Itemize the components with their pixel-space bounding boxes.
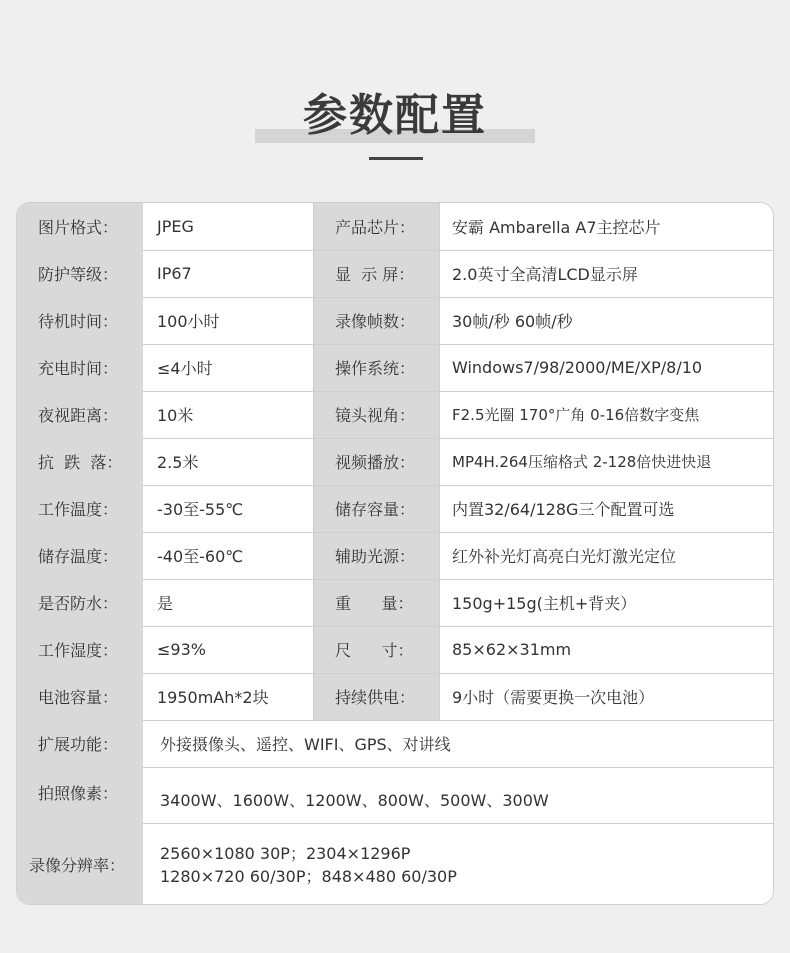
grid-line: [143, 532, 773, 533]
spec-row: [17, 673, 774, 720]
grid-line: [143, 344, 773, 345]
grid-line: [439, 203, 440, 720]
spec-label: 扩展功能：: [17, 720, 143, 767]
title-section: [0, 0, 790, 180]
spec-label: 显 示 屏：: [313, 250, 439, 297]
spec-row: [17, 532, 774, 579]
spec-value: 150g+15g(主机+背夹）: [439, 579, 774, 626]
spec-row: [17, 344, 774, 391]
spec-value: 2.0英寸全高清LCD显示屏: [439, 250, 774, 297]
spec-value: ≤93%: [143, 626, 313, 673]
spec-label: 录像帧数：: [313, 297, 439, 344]
spec-label: 持续供电：: [313, 673, 439, 720]
spec-label: 辅助光源：: [313, 532, 439, 579]
spec-value: -40至-60℃: [143, 532, 313, 579]
spec-table: [16, 202, 774, 905]
grid-line: [143, 823, 773, 824]
spec-value: 红外补光灯高亮白光灯激光定位: [439, 532, 774, 579]
spec-row-wide: [17, 823, 774, 905]
spec-value: [143, 823, 774, 905]
spec-value: 外接摄像头、遥控、WIFI、GPS、对讲线: [143, 720, 774, 767]
grid-line: [143, 250, 773, 251]
spec-label: 是否防水：: [17, 579, 143, 626]
title-underline: [369, 157, 423, 160]
grid-line: [143, 626, 773, 627]
spec-label: 电池容量：: [17, 673, 143, 720]
grid-line: [143, 391, 773, 392]
page-title: 参数配置: [303, 90, 487, 141]
spec-row: [17, 626, 774, 673]
spec-row-wide: [17, 767, 774, 823]
spec-label: 镜头视角：: [313, 391, 439, 438]
spec-value: 是: [143, 579, 313, 626]
spec-row: [17, 579, 774, 626]
spec-label: 储存温度：: [17, 532, 143, 579]
spec-label: 操作系统：: [313, 344, 439, 391]
spec-label: 工作湿度：: [17, 626, 143, 673]
spec-label: 视频播放：: [313, 438, 439, 485]
spec-row: [17, 203, 774, 250]
spec-value: ≤4小时: [143, 344, 313, 391]
spec-value: F2.5光圈 170°广角 0-16倍数字变焦: [439, 391, 774, 438]
spec-label: 拍照像素：: [17, 767, 143, 823]
spec-label: 抗 跌 落：: [17, 438, 143, 485]
spec-row-wide: [17, 720, 774, 767]
grid-line: [313, 203, 314, 720]
grid-line: [143, 485, 773, 486]
spec-value: MP4H.264压缩格式 2-128倍快进快退: [439, 438, 774, 485]
spec-label: 夜视距离：: [17, 391, 143, 438]
spec-value: -30至-55℃: [143, 485, 313, 532]
spec-label: 尺 寸：: [313, 626, 439, 673]
spec-value: 3400W、1600W、1200W、800W、500W、300W: [143, 767, 774, 823]
grid-line: [143, 720, 773, 721]
grid-line: [143, 579, 773, 580]
grid-line: [143, 673, 773, 674]
spec-value: 100小时: [143, 297, 313, 344]
spec-value: 85×62×31mm: [439, 626, 774, 673]
grid-line: [143, 438, 773, 439]
resolution-line: 1280×720 60/30P；848×480 60/30P: [160, 866, 457, 886]
spec-label: 工作温度：: [17, 485, 143, 532]
grid-line: [143, 767, 773, 768]
spec-value: Windows7/98/2000/ME/XP/8/10: [439, 344, 774, 391]
spec-row: [17, 485, 774, 532]
spec-label: 储存容量：: [313, 485, 439, 532]
spec-label: 录像分辨率：: [17, 823, 143, 905]
spec-label: 图片格式：: [17, 203, 143, 250]
spec-value: 2.5米: [143, 438, 313, 485]
spec-row: [17, 438, 774, 485]
spec-value: 安霸 Ambarella A7主控芯片: [439, 203, 774, 250]
spec-value: 10米: [143, 391, 313, 438]
spec-label: 充电时间：: [17, 344, 143, 391]
spec-label: 待机时间：: [17, 297, 143, 344]
spec-label: 重 量：: [313, 579, 439, 626]
spec-row: [17, 297, 774, 344]
spec-value: 9小时（需要更换一次电池）: [439, 673, 774, 720]
resolution-line: 2560×1080 30P；2304×1296P: [160, 843, 411, 863]
spec-row: [17, 391, 774, 438]
grid-line: [143, 297, 773, 298]
spec-row: [17, 250, 774, 297]
spec-value: JPEG: [143, 203, 313, 250]
spec-value: 1950mAh*2块: [143, 673, 313, 720]
spec-value: 内置32/64/128G三个配置可选: [439, 485, 774, 532]
spec-value: IP67: [143, 250, 313, 297]
spec-label: 产品芯片：: [313, 203, 439, 250]
spec-value: 30帧/秒 60帧/秒: [439, 297, 774, 344]
spec-label: 防护等级：: [17, 250, 143, 297]
